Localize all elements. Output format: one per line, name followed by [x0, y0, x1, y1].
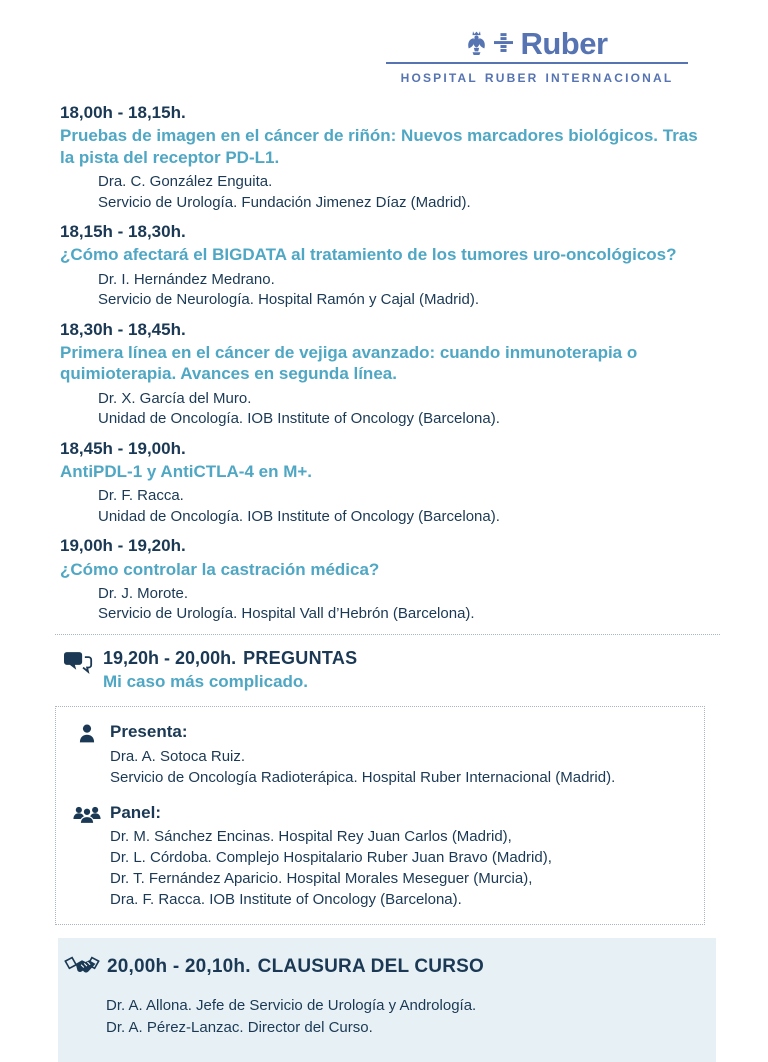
session-title: Primera línea en el cáncer de vejiga avanzado: cuando inmunoterapia o quimioterapia. Avances en segunda línea. [60, 342, 638, 384]
speaker-affiliation: Unidad de Oncología. IOB Institute of Oncology (Barcelona). [98, 507, 500, 525]
handshake-icon [64, 955, 100, 979]
eagle-crest-icon [466, 30, 487, 57]
session-item [60, 536, 716, 625]
presenta-group [73, 722, 688, 787]
closing-title-line [107, 956, 484, 978]
speaker-affiliation: Servicio de Neurología. Hospital Ramón y Cajal (Madrid). [98, 291, 479, 309]
presenta-label: Presenta: [110, 722, 188, 742]
presenta-line: Dra. A. Sotoca Ruiz. [110, 747, 246, 765]
panel-member: Dr. T. Fernández Aparicio. Hospital Morales Meseguer (Murcia), [110, 869, 533, 887]
closing-time: 20,00h - 20,10h. [107, 955, 251, 977]
cross-icon [494, 33, 513, 54]
presenta-line: Servicio de Oncología Radioterápica. Hospital Ruber Internacional (Madrid). [110, 768, 616, 786]
speaker-affiliation: Unidad de Oncología. IOB Institute of Oncology (Barcelona). [98, 410, 500, 428]
people-icon [73, 805, 101, 824]
session-speakers [98, 584, 716, 625]
closing-line: Dr. A. Pérez-Lanzac. Director del Curso. [106, 1019, 373, 1037]
brand-rule [386, 62, 688, 64]
questions-heading [103, 647, 357, 670]
panel-label: Panel: [110, 802, 162, 822]
speaker-name: Dr. J. Morote. [98, 584, 189, 602]
presenta-text [110, 722, 615, 787]
panel-members [110, 826, 552, 910]
presenters-box [55, 706, 705, 925]
session-time: 18,00h - 18,15h. [60, 103, 186, 122]
closing-title: CLAUSURA DEL CURSO [257, 955, 485, 977]
brand-subtitle: hospital ruber internacional [400, 67, 674, 86]
questions-title: PREGUNTAS [243, 647, 358, 668]
session-item [60, 222, 716, 311]
panel-member: Dra. F. Racca. IOB Institute of Oncology (Barcelona). [110, 890, 462, 908]
panel-group [73, 803, 688, 910]
closing-lines [106, 995, 702, 1040]
session-item [60, 103, 716, 213]
questions-section [64, 647, 716, 693]
questions-text [103, 647, 357, 693]
questions-subtitle: Mi caso más complicado. [103, 672, 309, 692]
closing-box [58, 938, 716, 1062]
session-speakers [98, 172, 716, 213]
session-speakers [98, 270, 716, 311]
speaker-name: Dr. I. Hernández Medrano. [98, 270, 275, 288]
session-title: ¿Cómo afectará el BIGDATA al tratamiento de los tumores uro-oncológicos? [60, 245, 677, 265]
session-time: 18,15h - 18,30h. [60, 221, 186, 241]
brand-logo-row [386, 26, 688, 60]
speaker-affiliation: Servicio de Urología. Fundación Jimenez Díaz (Madrid). [98, 193, 471, 211]
session-item [60, 439, 716, 528]
session-time: 18,45h - 19,00h. [60, 438, 186, 458]
speaker-name: Dr. X. García del Muro. [98, 389, 252, 407]
closing-line: Dr. A. Allona. Jefe de Servicio de Urología y Andrología. [106, 996, 477, 1014]
session-title: AntiPDL-1 y AntiCTLA-4 en M+. [60, 461, 313, 481]
panel-member: Dr. M. Sánchez Encinas. Hospital Rey Juan Carlos (Madrid), [110, 827, 512, 845]
session-title: Pruebas de imagen en el cáncer de riñón: Nuevos marcadores biológicos. Tras la pista del receptor PD-L1. [60, 126, 698, 167]
session-speakers [98, 389, 716, 430]
questions-time: 19,20h - 20,00h. [103, 647, 237, 668]
person-icon [73, 724, 101, 743]
session-item [60, 320, 716, 430]
header-brand [386, 26, 688, 87]
closing-heading [64, 955, 702, 979]
chat-icon [64, 650, 93, 676]
speaker-affiliation: Servicio de Urología. Hospital Vall d’Hebrón (Barcelona). [98, 605, 475, 623]
brand-wordmark: Ruber [520, 25, 608, 61]
session-time: 18,30h - 18,45h. [60, 319, 186, 339]
session-title: ¿Cómo controlar la castración médica? [60, 559, 380, 579]
dotted-divider [55, 634, 720, 635]
speaker-name: Dr. F. Racca. [98, 487, 184, 505]
speaker-name: Dra. C. González Enguita. [98, 173, 273, 191]
presenta-lines [110, 746, 615, 788]
panel-text [110, 803, 552, 910]
session-time: 19,00h - 19,20h. [60, 536, 186, 556]
panel-member: Dr. L. Córdoba. Complejo Hospitalario Ruber Juan Bravo (Madrid), [110, 848, 552, 866]
session-speakers [98, 486, 716, 527]
